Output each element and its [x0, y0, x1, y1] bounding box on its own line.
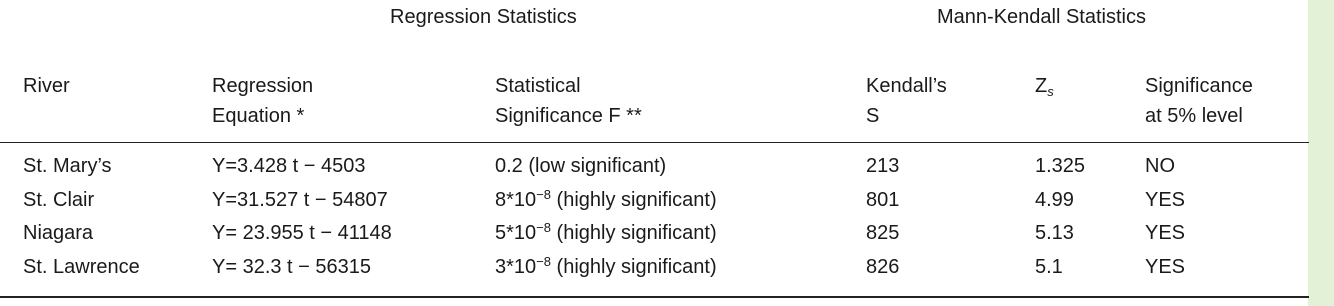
- row-f-exponent: −8: [536, 220, 551, 235]
- row-f-significance: [495, 154, 666, 178]
- col-header-zs-main: Z: [1035, 75, 1048, 97]
- col-header-kendall-line2: S: [866, 105, 880, 127]
- row-equation: Y= 32.3 t − 56315: [212, 256, 372, 278]
- row-zs: 4.99: [1035, 189, 1074, 211]
- col-header-sig5-line2: at 5% level: [1145, 105, 1243, 127]
- col-header-kendall-line1: Kendall’s: [866, 75, 947, 97]
- row-zs: 5.13: [1035, 222, 1074, 244]
- header-divider: [0, 142, 1309, 143]
- row-f-note: (highly significant): [550, 256, 717, 278]
- row-f-note: (highly significant): [550, 189, 717, 211]
- col-header-equation-line1: Regression: [212, 75, 314, 97]
- row-river: St. Lawrence: [23, 256, 140, 278]
- row-river: St. Mary’s: [23, 155, 112, 177]
- row-f-value: 5*10: [495, 222, 537, 244]
- row-f-value: 0.2: [495, 155, 523, 177]
- row-f-exponent: −8: [536, 254, 551, 269]
- row-kendall-s: 801: [866, 189, 900, 211]
- mann-kendall-statistics-header: Mann-Kendall Statistics: [937, 6, 1146, 28]
- row-f-significance: [495, 221, 717, 245]
- regression-statistics-header: Regression Statistics: [390, 6, 577, 28]
- col-header-river: River: [23, 75, 70, 97]
- col-header-equation-line2: Equation *: [212, 105, 305, 127]
- row-sig5: YES: [1145, 256, 1186, 278]
- row-equation: Y= 23.955 t − 41148: [212, 222, 392, 244]
- table-bottom-rule: [0, 296, 1309, 298]
- row-zs: 1.325: [1035, 155, 1086, 177]
- row-sig5: YES: [1145, 189, 1186, 211]
- row-kendall-s: 213: [866, 155, 900, 177]
- side-strip: [1308, 0, 1334, 306]
- col-header-significance-line1: Statistical: [495, 75, 581, 97]
- row-kendall-s: 825: [866, 222, 900, 244]
- row-f-exponent: −8: [536, 187, 551, 202]
- row-f-significance: [495, 188, 717, 212]
- row-f-value: 3*10: [495, 256, 537, 278]
- col-header-sig5-line1: Significance: [1145, 75, 1253, 97]
- row-equation: Y=31.527 t − 54807: [212, 189, 388, 211]
- row-f-significance: [495, 255, 717, 279]
- row-f-note: (low significant): [522, 155, 667, 177]
- row-river: St. Clair: [23, 189, 95, 211]
- col-header-significance-line2: Significance F **: [495, 105, 642, 127]
- col-header-zs: [1035, 74, 1054, 98]
- row-equation: Y=3.428 t − 4503: [212, 155, 366, 177]
- row-sig5: NO: [1145, 155, 1175, 177]
- col-header-zs-sub: s: [1047, 84, 1054, 99]
- row-sig5: YES: [1145, 222, 1186, 244]
- row-kendall-s: 826: [866, 256, 900, 278]
- row-zs: 5.1: [1035, 256, 1063, 278]
- row-f-note: (highly significant): [550, 222, 717, 244]
- row-river: Niagara: [23, 222, 94, 244]
- row-f-value: 8*10: [495, 189, 537, 211]
